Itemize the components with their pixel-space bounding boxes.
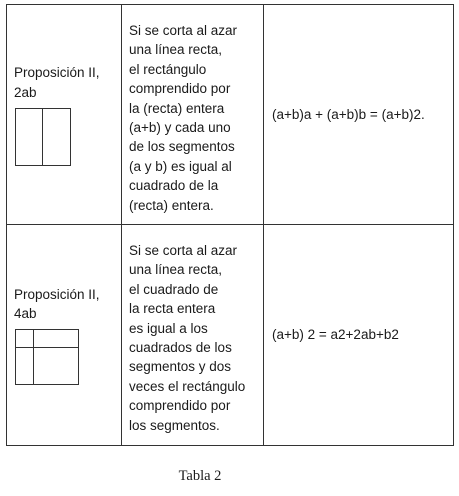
proposition-label: 4ab xyxy=(14,306,37,321)
statement-line: el cuadrado de xyxy=(129,281,219,297)
formula-cell xyxy=(264,5,454,225)
propositions-table xyxy=(6,4,454,446)
proposition-title xyxy=(14,63,115,102)
statement-line: segmentos y dos xyxy=(129,359,232,375)
proposition-label: 2ab xyxy=(14,84,37,100)
proposition-name: Proposición II, xyxy=(14,286,100,302)
statement-line: es igual a los xyxy=(129,320,208,336)
statement-line: comprendido por xyxy=(129,398,231,414)
proposition-name: Proposición II, xyxy=(14,65,100,81)
statement-line: los segmentos. xyxy=(129,417,220,433)
statement-line: cuadrados de los xyxy=(129,340,232,356)
statement-cell xyxy=(122,5,264,225)
statement-line: una línea recta, xyxy=(129,262,223,278)
table-row xyxy=(7,225,454,446)
table-row xyxy=(7,5,454,225)
statement-line: Si se corta al azar xyxy=(129,23,238,38)
statement-line: una línea recta, xyxy=(129,42,223,58)
proposition-cell xyxy=(7,5,122,225)
statement-line: de los segmentos xyxy=(129,139,235,155)
statement-line: (a+b) y cada uno xyxy=(129,120,231,136)
statement-line: el rectángulo xyxy=(129,61,207,77)
proposition-cell xyxy=(7,225,122,446)
formula-cell xyxy=(264,225,454,446)
formula-text: (a+b) 2 = a2+2ab+b2 xyxy=(272,327,399,343)
rectangle-two-columns-icon xyxy=(15,108,71,166)
table-caption: Tabla 2 xyxy=(178,468,222,484)
formula-text: (a+b)a + (a+b)b = (a+b)2. xyxy=(272,106,425,122)
proposition-title xyxy=(14,285,115,324)
statement-line: la (recta) entera xyxy=(129,100,225,116)
statement-cell xyxy=(122,225,264,446)
statement-line: Si se corta al azar xyxy=(129,243,238,258)
statement-line: veces el rectángulo xyxy=(129,378,246,394)
statement-line: comprendido por xyxy=(129,81,231,97)
statement-line: la recta entera xyxy=(129,301,216,317)
statement-line: cuadrado de la xyxy=(129,178,219,194)
statement-line: (recta) entera. xyxy=(129,197,214,213)
statement-line: (a y b) es igual al xyxy=(129,158,232,174)
square-grid-four-parts-icon xyxy=(15,329,79,385)
